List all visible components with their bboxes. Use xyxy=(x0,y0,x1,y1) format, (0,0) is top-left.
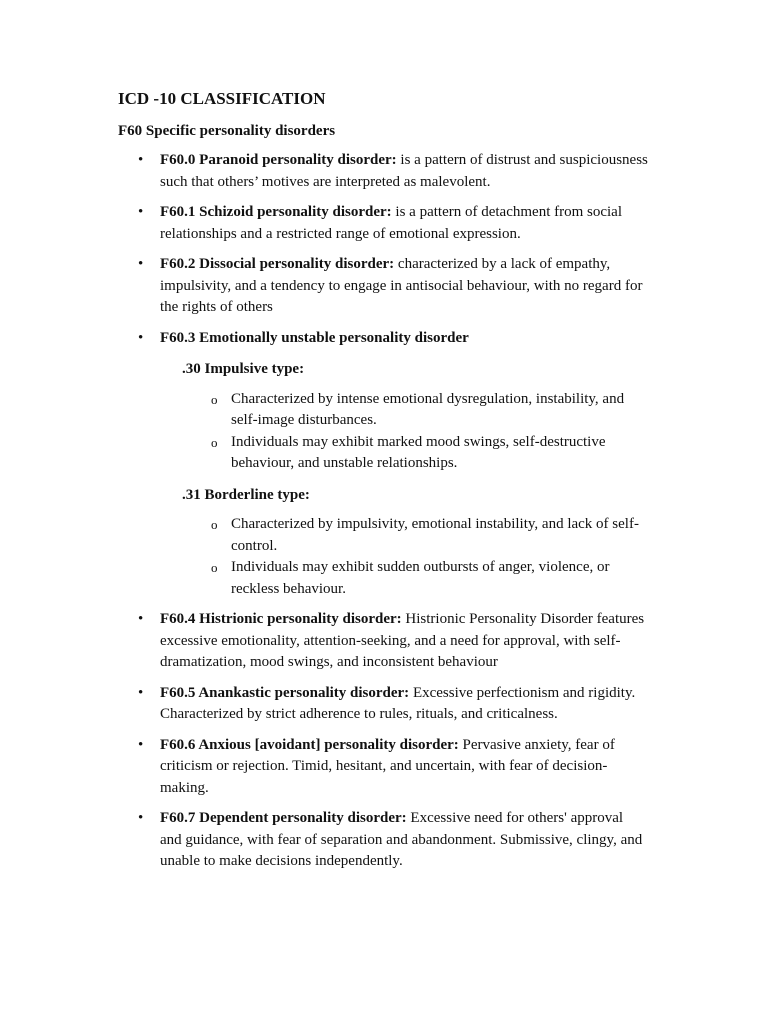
item-term: F60.3 Emotionally unstable personality disorder xyxy=(160,329,469,346)
circle-bullet-icon: o xyxy=(211,434,218,450)
item-term: F60.5 Anankastic personality disorder: xyxy=(160,684,410,701)
list-item-f60-4 xyxy=(0,609,648,674)
subtype-point-text: Individuals may exhibit marked mood swings, self-destructive behaviour, and unstable relationships. xyxy=(231,433,606,471)
list-item-f60-2 xyxy=(0,254,648,319)
subtype-point-text: Characterized by intense emotional dysregulation, instability, and self-image disturbances. xyxy=(231,390,625,428)
item-term: F60.2 Dissocial personality disorder: xyxy=(160,256,395,272)
subtype-point xyxy=(160,557,648,600)
bullet-icon: • xyxy=(138,611,144,627)
subtype-point xyxy=(160,432,648,475)
circle-bullet-icon: o xyxy=(211,517,218,532)
subtype-heading-borderline: .31 Borderline type: xyxy=(182,486,310,503)
item-term: F60.4 Histrionic personality disorder: xyxy=(160,611,402,627)
bullet-icon: • xyxy=(138,152,144,168)
subtype-points-borderline xyxy=(160,514,648,600)
bullet-icon: • xyxy=(138,204,144,220)
subtype-point-text: Characterized by impulsivity, emotional instability, and lack of self-control. xyxy=(231,516,639,554)
subtype-point xyxy=(160,389,648,432)
bullet-icon: • xyxy=(138,256,144,272)
bullet-icon: • xyxy=(138,810,144,826)
bullet-icon: • xyxy=(138,736,144,753)
circle-bullet-icon: o xyxy=(211,560,218,575)
subtype-point xyxy=(160,514,648,557)
item-text: Excessive need for others' approval and guidance, with fear of separation and abandonment. Submissive, clingy, and unable to make decisions independently. xyxy=(160,810,643,869)
list-item-f60-6 xyxy=(0,735,648,800)
list-item-f60-1 xyxy=(0,202,648,245)
item-text: Pervasive anxiety, fear of criticism or rejection. Timid, hesitant, and uncertain, with fear of decision-making. xyxy=(160,736,615,796)
disorder-list xyxy=(0,150,768,882)
item-term: F60.7 Dependent personality disorder: xyxy=(160,810,407,826)
item-text: Excessive perfectionism and rigidity. Characterized by strict adherence to rules, rituals, and criticalness. xyxy=(160,684,636,722)
item-text: Histrionic Personality Disorder features excessive emotionality, attention-seeking, and a need for approval, with self-dramatization, mood swings, and inconsistent behaviour xyxy=(160,611,645,670)
subtype-heading-impulsive: .30 Impulsive type: xyxy=(182,361,305,377)
list-item-f60-0 xyxy=(0,150,648,193)
circle-bullet-icon: o xyxy=(211,391,218,407)
item-term: F60.1 Schizoid personality disorder: xyxy=(160,204,392,220)
item-text: is a pattern of distrust and suspiciousness such that others’ motives are interpreted as malevolent. xyxy=(160,152,648,190)
section-heading: F60 Specific personality disorders xyxy=(118,123,336,139)
item-text: is a pattern of detachment from social relationships and a restricted range of emotional expression. xyxy=(160,204,623,242)
item-term: F60.0 Paranoid personality disorder: xyxy=(160,152,397,168)
list-item-f60-7 xyxy=(0,808,648,873)
subtype-points-impulsive xyxy=(160,389,648,475)
item-text: characterized by a lack of empathy, impulsivity, and a tendency to engage in antisocial behaviour, with no regard for the rights of others xyxy=(160,256,643,315)
item-term: F60.6 Anxious [avoidant] personality disorder: xyxy=(160,736,459,753)
bullet-icon: • xyxy=(138,329,144,346)
document-title: ICD -10 CLASSIFICATION xyxy=(118,89,326,108)
subtype-point-text: Individuals may exhibit sudden outbursts of anger, violence, or reckless behaviour. xyxy=(231,559,610,597)
list-item-f60-3 xyxy=(0,328,648,601)
list-item-f60-5 xyxy=(0,683,648,726)
bullet-icon: • xyxy=(138,684,144,701)
